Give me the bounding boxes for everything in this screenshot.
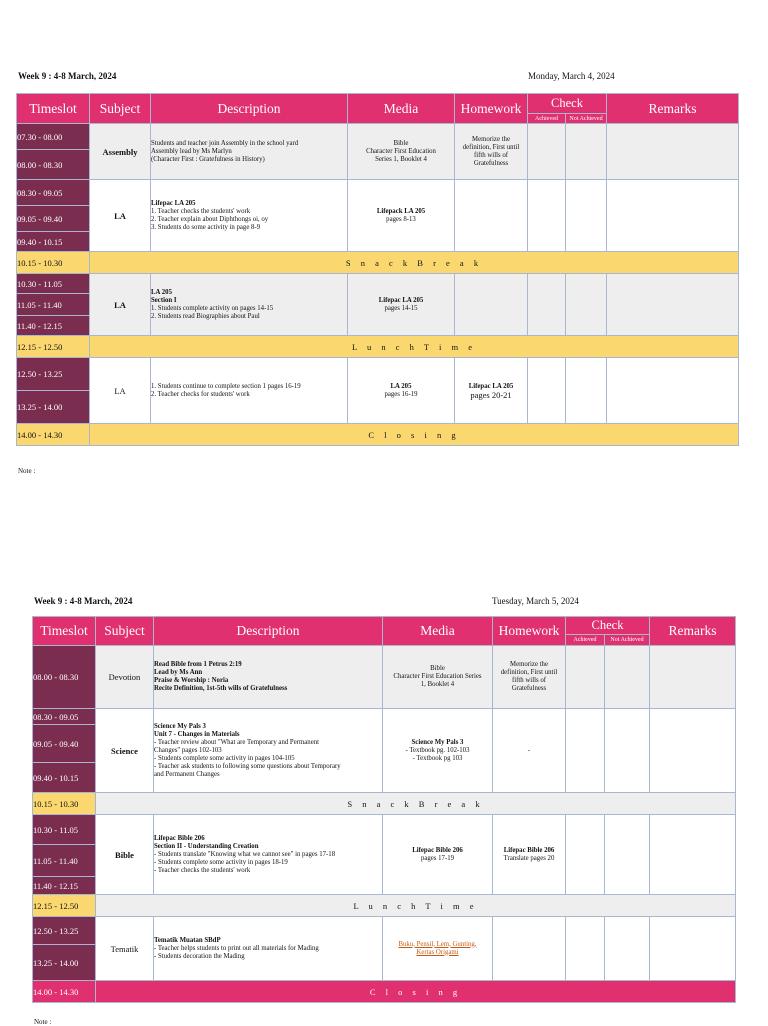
description-line: 1. Students complete activity on pages 14-15 xyxy=(151,304,274,312)
timeslot-cell: 14.00 - 14.30 xyxy=(33,981,96,1003)
media-line: Science My Pals 3 xyxy=(411,738,464,746)
timeslot-cell: 07.30 - 08.00 xyxy=(17,124,90,150)
media-cell xyxy=(348,180,455,252)
description-line: Lifepac LA 205 xyxy=(151,199,196,207)
subject-cell: LA xyxy=(90,358,151,424)
description-line: - Students complete some activity in pages 18-19 xyxy=(154,858,288,866)
timeslot-cell: 11.05 - 11.40 xyxy=(33,845,96,877)
header-remarks: Remarks xyxy=(607,94,739,124)
achieved-cell[interactable] xyxy=(528,358,566,424)
media-cell xyxy=(383,646,493,709)
table-row xyxy=(33,793,736,815)
header-achieved: Achieved xyxy=(566,635,605,646)
timeslot-cell: 11.05 - 11.40 xyxy=(17,294,90,316)
description-line: Section I xyxy=(151,296,177,304)
timeslot-cell: 13.25 - 14.00 xyxy=(17,391,90,424)
description-cell xyxy=(154,709,383,793)
header-description: Description xyxy=(151,94,348,124)
homework-line: Lifepac Bible 206 xyxy=(503,846,555,854)
header-row xyxy=(17,94,739,114)
remarks-cell[interactable] xyxy=(650,815,736,895)
header-timeslot: Timeslot xyxy=(33,617,96,646)
description-cell xyxy=(151,180,348,252)
description-line: Science My Pals 3 xyxy=(154,722,206,730)
homework-line: definition, First until xyxy=(462,143,520,151)
description-line: Lead by Ms Ann xyxy=(154,669,203,676)
description-line: - Students decoration the Mading xyxy=(154,952,245,960)
timeslot-cell: 12.50 - 13.25 xyxy=(17,358,90,391)
homework-line: Translate pages 20 xyxy=(503,854,555,862)
timeslot-cell: 09.05 - 09.40 xyxy=(33,725,96,763)
homework-line: fifth wills of xyxy=(512,677,546,684)
table-row xyxy=(17,274,739,294)
media-line: Bible xyxy=(393,139,409,147)
remarks-cell[interactable] xyxy=(650,917,736,981)
not-achieved-cell[interactable] xyxy=(605,815,650,895)
timeslot-cell: 11.40 - 12.15 xyxy=(33,877,96,895)
timeslot-cell: 13.25 - 14.00 xyxy=(33,945,96,981)
header-achieved: Achieved xyxy=(528,114,566,124)
homework-cell xyxy=(455,180,528,252)
table-row xyxy=(17,336,739,358)
description-cell xyxy=(151,274,348,336)
description-line: - Students translate "Knowing what we cannot see" in pages 17-18 xyxy=(154,850,336,858)
week-title: Week 9 : 4-8 March, 2024 xyxy=(34,596,133,606)
table-row xyxy=(17,124,739,150)
achieved-cell[interactable] xyxy=(528,180,566,252)
homework-line: fifth wills of xyxy=(474,151,508,159)
media-line: Lifepac LA 205 xyxy=(378,296,424,304)
media-line: LA 205 xyxy=(390,382,412,390)
homework-line: Lifepac LA 205 xyxy=(468,382,514,390)
timeslot-cell: 10.15 - 10.30 xyxy=(33,793,96,815)
header-check: Check xyxy=(566,617,650,635)
description-line: - Teacher ask students to following some questions about Temporary xyxy=(154,762,341,770)
description-line: Section II - Understanding Creation xyxy=(154,842,259,850)
homework-line: Memorize the xyxy=(472,135,510,143)
table-row xyxy=(17,252,739,274)
header-timeslot: Timeslot xyxy=(17,94,90,124)
remarks-cell[interactable] xyxy=(607,274,739,336)
description-line: LA 205 xyxy=(151,288,172,296)
media-cell xyxy=(348,274,455,336)
timeslot-cell: 12.15 - 12.50 xyxy=(17,336,90,358)
table-row xyxy=(17,180,739,206)
snack-break-band: S n a c k B r e a k xyxy=(90,252,739,274)
homework-cell xyxy=(455,274,528,336)
note-label: Note : xyxy=(34,1018,52,1026)
media-line: 1, Booklet 4 xyxy=(420,681,455,688)
media-line: Series 1, Booklet 4 xyxy=(375,155,427,163)
media-line: Bible xyxy=(430,665,445,672)
achieved-cell[interactable] xyxy=(566,646,605,709)
media-line: - Textbook pg 103 xyxy=(412,754,463,762)
achieved-cell[interactable] xyxy=(528,124,566,180)
table-row xyxy=(33,981,736,1003)
timeslot-cell: 10.15 - 10.30 xyxy=(17,252,90,274)
homework-line: definition, First until xyxy=(500,669,558,676)
homework-cell xyxy=(455,358,528,424)
description-line: Lifepac Bible 206 xyxy=(154,834,205,842)
media-line: pages 16-19 xyxy=(384,390,418,398)
homework-cell xyxy=(493,646,566,709)
homework-cell xyxy=(493,709,566,793)
media-cell xyxy=(348,124,455,180)
subject-cell: Tematik xyxy=(96,917,154,981)
description-cell xyxy=(154,815,383,895)
not-achieved-cell[interactable] xyxy=(605,709,650,793)
description-line: Changes" pages 102-103 xyxy=(154,746,222,754)
header-media: Media xyxy=(348,94,455,124)
description-line: - Teacher checks the students' work xyxy=(154,866,251,874)
description-cell xyxy=(154,646,383,709)
header-subject: Subject xyxy=(90,94,151,124)
subject-cell: Assembly xyxy=(90,124,151,180)
remarks-cell[interactable] xyxy=(650,709,736,793)
subject-cell: Bible xyxy=(96,815,154,895)
remarks-cell[interactable] xyxy=(607,358,739,424)
description-line: Unit 7 - Changes in Materials xyxy=(154,730,240,738)
description-line: - Students complete some activity in pages 104-105 xyxy=(154,754,295,762)
media-line: pages 17-19 xyxy=(420,854,455,862)
media-line: Lifepack LA 205 xyxy=(376,207,426,215)
description-line: (Character First : Gratefulness in History) xyxy=(151,155,265,163)
date-label: Monday, March 4, 2024 xyxy=(528,71,615,81)
description-cell xyxy=(154,917,383,981)
remarks-cell[interactable] xyxy=(650,646,736,709)
not-achieved-cell[interactable] xyxy=(605,917,650,981)
description-line: 2. Teacher explain about Diphthongs oi, oy xyxy=(151,215,269,223)
lunch-time-band: L u n c h T i m e xyxy=(96,895,736,917)
lesson-plan-table-monday xyxy=(16,93,739,446)
header-media: Media xyxy=(383,617,493,646)
media-line: Character First Education Series xyxy=(393,673,482,680)
timeslot-cell: 08.00 - 08.30 xyxy=(33,646,96,709)
media-line: - Textbook pg. 102-103 xyxy=(405,746,470,754)
homework-line: Gratefulness xyxy=(473,159,509,167)
description-line: 1. Teacher checks the students' work xyxy=(151,207,251,215)
timeslot-cell: 12.50 - 13.25 xyxy=(33,917,96,945)
homework-line: Gratefulness xyxy=(511,685,547,692)
subject-cell: Devotion xyxy=(96,646,154,709)
table-row xyxy=(33,709,736,725)
header-homework: Homework xyxy=(455,94,528,124)
achieved-cell[interactable] xyxy=(528,274,566,336)
week-title: Week 9 : 4-8 March, 2024 xyxy=(18,71,117,81)
description-line: 2. Students read Biographies about Paul xyxy=(151,312,260,320)
header-row xyxy=(33,617,736,635)
description-line: Praise & Worship : Noria xyxy=(154,677,229,684)
header-homework: Homework xyxy=(493,617,566,646)
media-cell xyxy=(348,358,455,424)
header-not-achieved: Not Achieved xyxy=(566,114,607,124)
table-row xyxy=(33,815,736,845)
homework-cell xyxy=(493,815,566,895)
remarks-cell[interactable] xyxy=(607,180,739,252)
description-line: 3. Students do some activity in page 8-9 xyxy=(151,223,261,231)
header-check: Check xyxy=(528,94,607,114)
table-row xyxy=(17,424,739,446)
achieved-cell[interactable] xyxy=(566,709,605,793)
homework-cell xyxy=(455,124,528,180)
not-achieved-cell[interactable] xyxy=(566,358,607,424)
table-row xyxy=(17,358,739,391)
description-line: Read Bible from 1 Petrus 2:19 xyxy=(154,661,242,668)
timeslot-cell: 08.30 - 09.05 xyxy=(33,709,96,725)
snack-break-band: S n a c k B r e a k xyxy=(96,793,736,815)
media-link[interactable]: Buku, Pensil, Lem, Gunting, xyxy=(398,940,477,948)
not-achieved-cell[interactable] xyxy=(566,180,607,252)
not-achieved-cell[interactable] xyxy=(566,274,607,336)
achieved-cell[interactable] xyxy=(566,815,605,895)
subject-cell: LA xyxy=(90,180,151,252)
description-line: and Permanent Changes xyxy=(154,770,220,778)
header-description: Description xyxy=(154,617,383,646)
description-line: Recite Definition, 1st-5th wills of Gratefulness xyxy=(154,685,288,692)
lunch-time-band: L u n c h T i m e xyxy=(90,336,739,358)
closing-band: C l o s i n g xyxy=(96,981,736,1003)
description-line: 1. Students continue to complete section 1 pages 16-19 xyxy=(151,382,301,390)
media-line: Character First Education xyxy=(366,147,436,155)
achieved-cell[interactable] xyxy=(566,917,605,981)
media-cell xyxy=(383,917,493,981)
media-line: pages 14-15 xyxy=(384,304,418,312)
media-link[interactable]: Kertas Origami xyxy=(416,948,459,956)
timeslot-cell: 10.30 - 11.05 xyxy=(33,815,96,845)
not-achieved-cell[interactable] xyxy=(566,124,607,180)
timeslot-cell: 09.40 - 10.15 xyxy=(17,232,90,252)
timeslot-cell: 08.00 - 08.30 xyxy=(17,150,90,180)
description-line: - Teacher review about "What are Temporary and Permanent xyxy=(154,738,319,746)
timeslot-cell: 14.00 - 14.30 xyxy=(17,424,90,446)
closing-band: C l o s i n g xyxy=(90,424,739,446)
media-cell xyxy=(383,815,493,895)
table-row xyxy=(33,917,736,945)
not-achieved-cell[interactable] xyxy=(605,646,650,709)
media-line: Lifepac Bible 206 xyxy=(412,846,463,854)
description-line: Tematik Muatan SBdP xyxy=(154,936,221,944)
remarks-cell[interactable] xyxy=(607,124,739,180)
media-line: pages 8-13 xyxy=(386,215,416,223)
subject-cell: LA xyxy=(90,274,151,336)
description-cell xyxy=(151,124,348,180)
description-line: 2. Teacher checks for students' work xyxy=(151,390,250,398)
media-cell xyxy=(383,709,493,793)
timeslot-cell: 10.30 - 11.05 xyxy=(17,274,90,294)
date-label: Tuesday, March 5, 2024 xyxy=(492,596,579,606)
header-not-achieved: Not Achieved xyxy=(605,635,650,646)
header-remarks: Remarks xyxy=(650,617,736,646)
table-row xyxy=(33,895,736,917)
description-line: Assembly lead by Ms Marlyn xyxy=(151,147,232,155)
timeslot-cell: 12.15 - 12.50 xyxy=(33,895,96,917)
homework-cell xyxy=(493,917,566,981)
note-label: Note : xyxy=(18,467,36,475)
homework-line: Memorize the xyxy=(510,661,548,668)
timeslot-cell: 08.30 - 09.05 xyxy=(17,180,90,206)
subject-cell: Science xyxy=(96,709,154,793)
header-subject: Subject xyxy=(96,617,154,646)
timeslot-cell: 09.40 - 10.15 xyxy=(33,763,96,793)
timeslot-cell: 11.40 - 12.15 xyxy=(17,316,90,336)
homework-line: - xyxy=(527,746,531,754)
description-line: Students and teacher join Assembly in the school yard xyxy=(151,139,299,147)
description-line: - Teacher helps students to print out all materials for Mading xyxy=(154,944,319,952)
homework-line: pages 20-21 xyxy=(470,389,512,400)
lesson-plan-table-tuesday xyxy=(32,616,736,1003)
table-row xyxy=(33,646,736,709)
timeslot-cell: 09.05 - 09.40 xyxy=(17,206,90,232)
description-cell xyxy=(151,358,348,424)
